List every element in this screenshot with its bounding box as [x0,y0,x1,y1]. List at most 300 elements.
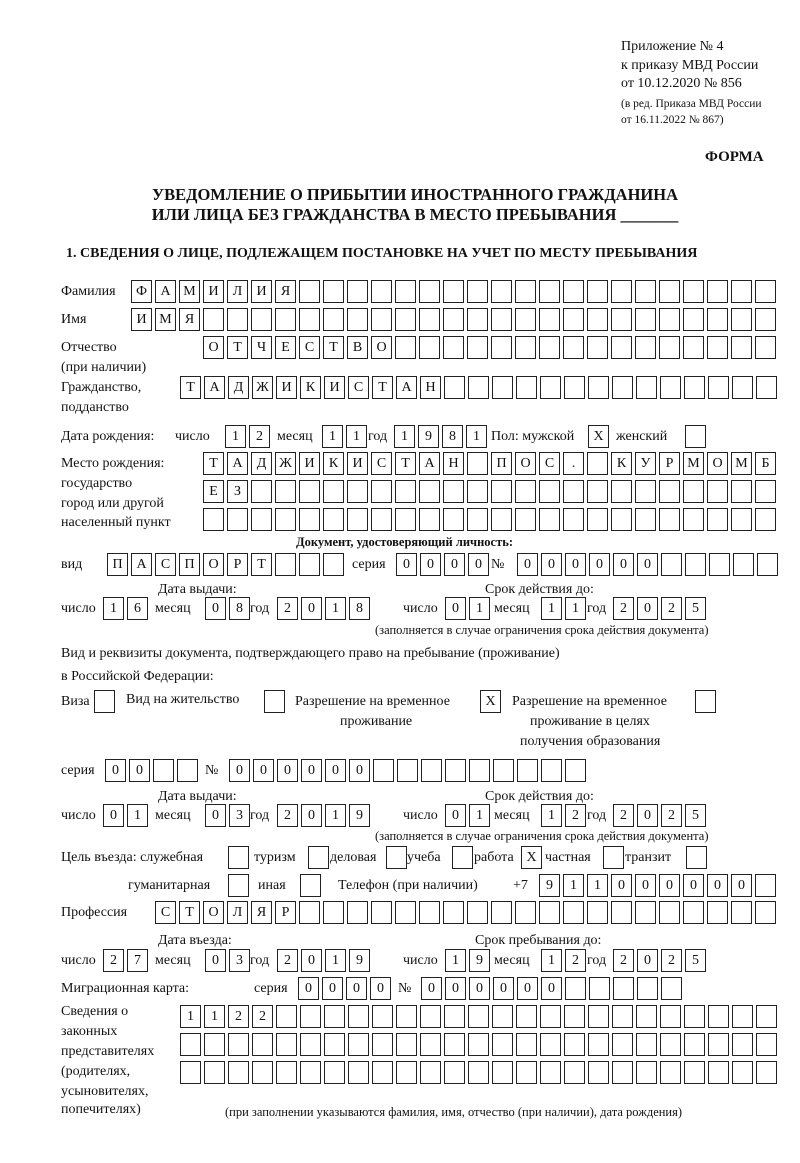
char-cell-representatives-line3[interactable] [396,1061,417,1084]
char-cell-person-birthplace1[interactable]: Д [251,452,272,475]
char-cell-representatives-line3[interactable] [492,1061,513,1084]
char-cell-person-birth-day[interactable]: 2 [249,425,270,448]
char-cell-person-birthplace1[interactable]: И [299,452,320,475]
char-cell-representatives-line1[interactable] [348,1005,369,1028]
char-cell-id-document-series[interactable]: 0 [444,553,465,576]
char-cell-id-document-kind[interactable]: П [179,553,200,576]
char-cell-representatives-line2[interactable] [276,1033,297,1056]
char-cell-person-birthplace1[interactable]: С [539,452,560,475]
char-cell-person-birthplace2[interactable] [491,480,512,503]
char-cell-person-citizenship[interactable] [516,376,537,399]
char-cell-representatives-line1[interactable] [684,1005,705,1028]
char-cell-representatives-line3[interactable] [540,1061,561,1084]
char-cell-person-citizenship[interactable] [444,376,465,399]
char-cell-person-birthplace1[interactable]: К [323,452,344,475]
char-cell-person-birthplace2[interactable] [707,480,728,503]
char-cell-right-document-issue-year[interactable]: 0 [301,804,322,827]
char-cell-person-birthplace3[interactable] [347,508,368,531]
char-cell-right-document-issue-year[interactable]: 2 [277,804,298,827]
char-cell-person-name[interactable] [203,308,224,331]
char-cell-person-surname[interactable] [611,280,632,303]
char-cell-person-name[interactable] [443,308,464,331]
char-cell-representatives-line1[interactable]: 2 [228,1005,249,1028]
char-cell-person-birthplace1[interactable]: О [515,452,536,475]
char-cell-person-citizenship[interactable]: Т [372,376,393,399]
char-cell-id-document-series[interactable]: 0 [468,553,489,576]
char-cell-migration-card-number[interactable]: 0 [541,977,562,1000]
char-cell-right-document-valid-year[interactable]: 5 [685,804,706,827]
char-cell-person-birthplace1[interactable]: Б [755,452,776,475]
char-cell-profession[interactable] [419,901,440,924]
char-cell-person-citizenship[interactable] [732,376,753,399]
char-cell-id-document-issue-year[interactable]: 2 [277,597,298,620]
char-cell-person-surname[interactable] [299,280,320,303]
char-cell-id-document-valid-year[interactable]: 0 [637,597,658,620]
checkbox-purpose-humanitarian[interactable] [228,874,249,897]
char-cell-representatives-line3[interactable] [348,1061,369,1084]
char-cell-person-birth-year[interactable]: 8 [442,425,463,448]
char-cell-profession[interactable] [659,901,680,924]
char-cell-profession[interactable] [371,901,392,924]
char-cell-person-patronymic[interactable]: Е [275,336,296,359]
char-cell-person-name[interactable] [227,308,248,331]
char-cell-migration-card-series[interactable]: 0 [370,977,391,1000]
char-cell-person-name[interactable] [563,308,584,331]
char-cell-person-birthplace2[interactable] [539,480,560,503]
char-cell-phone[interactable] [755,874,776,897]
char-cell-person-birthplace3[interactable] [323,508,344,531]
char-cell-representatives-line2[interactable] [348,1033,369,1056]
char-cell-representatives-line3[interactable] [564,1061,585,1084]
char-cell-person-patronymic[interactable] [563,336,584,359]
char-cell-entry-stay-day[interactable]: 9 [469,949,490,972]
char-cell-representatives-line3[interactable] [300,1061,321,1084]
char-cell-right-document-number[interactable] [373,759,394,782]
char-cell-representatives-line2[interactable] [516,1033,537,1056]
char-cell-person-birthplace3[interactable] [491,508,512,531]
char-cell-person-citizenship[interactable] [540,376,561,399]
char-cell-id-document-issue-month[interactable]: 8 [229,597,250,620]
char-cell-right-document-valid-year[interactable]: 0 [637,804,658,827]
char-cell-right-document-number[interactable]: 0 [349,759,370,782]
char-cell-person-patronymic[interactable] [419,336,440,359]
char-cell-person-birthplace2[interactable] [275,480,296,503]
char-cell-person-citizenship[interactable] [756,376,777,399]
char-cell-person-name[interactable] [467,308,488,331]
checkbox-right-document-temporary-residence[interactable]: X [480,690,501,713]
char-cell-representatives-line3[interactable] [660,1061,681,1084]
char-cell-person-surname[interactable] [707,280,728,303]
char-cell-migration-card-number[interactable]: 0 [445,977,466,1000]
char-cell-id-document-issue-year[interactable]: 1 [325,597,346,620]
char-cell-person-citizenship[interactable]: Н [420,376,441,399]
char-cell-representatives-line3[interactable] [612,1061,633,1084]
char-cell-person-surname[interactable] [323,280,344,303]
char-cell-person-patronymic[interactable]: Ч [251,336,272,359]
char-cell-person-patronymic[interactable] [395,336,416,359]
char-cell-person-patronymic[interactable] [587,336,608,359]
char-cell-person-name[interactable] [539,308,560,331]
char-cell-representatives-line3[interactable] [276,1061,297,1084]
char-cell-representatives-line3[interactable] [636,1061,657,1084]
char-cell-id-document-kind[interactable] [275,553,296,576]
char-cell-migration-card-number[interactable] [637,977,658,1000]
char-cell-migration-card-number[interactable]: 0 [421,977,442,1000]
char-cell-entry-year[interactable]: 2 [277,949,298,972]
char-cell-id-document-valid-day[interactable]: 0 [445,597,466,620]
char-cell-migration-card-number[interactable] [565,977,586,1000]
char-cell-person-patronymic[interactable] [707,336,728,359]
char-cell-entry-day[interactable]: 2 [103,949,124,972]
checkbox-right-document-residence-permit[interactable] [264,690,285,713]
char-cell-id-document-series[interactable]: 0 [420,553,441,576]
char-cell-right-document-number[interactable] [469,759,490,782]
char-cell-person-name[interactable] [635,308,656,331]
char-cell-right-document-series[interactable] [153,759,174,782]
char-cell-id-document-issue-day[interactable]: 6 [127,597,148,620]
char-cell-person-birthplace2[interactable] [323,480,344,503]
char-cell-person-birthplace3[interactable] [275,508,296,531]
char-cell-person-patronymic[interactable] [491,336,512,359]
char-cell-id-document-kind[interactable] [323,553,344,576]
char-cell-representatives-line2[interactable] [540,1033,561,1056]
char-cell-person-patronymic[interactable]: С [299,336,320,359]
char-cell-person-birthplace3[interactable] [371,508,392,531]
char-cell-id-document-issue-month[interactable]: 0 [205,597,226,620]
char-cell-representatives-line1[interactable] [420,1005,441,1028]
char-cell-right-document-number[interactable] [421,759,442,782]
char-cell-person-name[interactable]: Я [179,308,200,331]
char-cell-person-patronymic[interactable] [443,336,464,359]
char-cell-representatives-line2[interactable] [684,1033,705,1056]
char-cell-person-surname[interactable] [587,280,608,303]
char-cell-right-document-number[interactable]: 0 [229,759,250,782]
char-cell-migration-card-number[interactable] [661,977,682,1000]
char-cell-person-name[interactable] [515,308,536,331]
char-cell-person-birthplace3[interactable] [443,508,464,531]
char-cell-person-birthplace1[interactable]: М [731,452,752,475]
checkbox-purpose-official[interactable] [228,846,249,869]
char-cell-person-birthplace3[interactable] [611,508,632,531]
char-cell-migration-card-number[interactable]: 0 [469,977,490,1000]
char-cell-person-birthplace2[interactable]: З [227,480,248,503]
char-cell-person-patronymic[interactable] [755,336,776,359]
char-cell-right-document-number[interactable] [517,759,538,782]
char-cell-phone[interactable]: 0 [683,874,704,897]
char-cell-representatives-line1[interactable]: 1 [204,1005,225,1028]
char-cell-representatives-line2[interactable] [756,1033,777,1056]
char-cell-id-document-number[interactable] [709,553,730,576]
char-cell-representatives-line1[interactable] [276,1005,297,1028]
char-cell-entry-stay-day[interactable]: 1 [445,949,466,972]
char-cell-representatives-line2[interactable] [180,1033,201,1056]
char-cell-person-birth-month[interactable]: 1 [346,425,367,448]
char-cell-person-birthplace3[interactable] [731,508,752,531]
char-cell-right-document-valid-day[interactable]: 1 [469,804,490,827]
char-cell-representatives-line2[interactable] [732,1033,753,1056]
char-cell-person-birth-year[interactable]: 1 [466,425,487,448]
char-cell-representatives-line1[interactable] [444,1005,465,1028]
char-cell-representatives-line3[interactable] [372,1061,393,1084]
char-cell-phone[interactable]: 1 [563,874,584,897]
char-cell-person-birthplace1[interactable]: Ж [275,452,296,475]
char-cell-person-birthplace3[interactable] [635,508,656,531]
char-cell-person-surname[interactable] [491,280,512,303]
char-cell-person-name[interactable] [659,308,680,331]
char-cell-profession[interactable]: Л [227,901,248,924]
char-cell-id-document-valid-year[interactable]: 5 [685,597,706,620]
char-cell-person-birthplace3[interactable] [659,508,680,531]
char-cell-representatives-line2[interactable] [228,1033,249,1056]
char-cell-entry-stay-year[interactable]: 2 [613,949,634,972]
char-cell-person-name[interactable] [755,308,776,331]
char-cell-person-birthplace1[interactable]: А [227,452,248,475]
char-cell-person-patronymic[interactable]: О [371,336,392,359]
char-cell-person-birthplace2[interactable] [419,480,440,503]
char-cell-representatives-line2[interactable] [324,1033,345,1056]
char-cell-phone[interactable]: 0 [731,874,752,897]
char-cell-person-birthplace1[interactable]: П [491,452,512,475]
char-cell-person-patronymic[interactable] [539,336,560,359]
char-cell-person-patronymic[interactable] [731,336,752,359]
char-cell-right-document-issue-day[interactable]: 0 [103,804,124,827]
char-cell-person-surname[interactable] [395,280,416,303]
char-cell-person-birth-year[interactable]: 9 [418,425,439,448]
char-cell-representatives-line3[interactable] [420,1061,441,1084]
char-cell-person-name[interactable] [611,308,632,331]
char-cell-profession[interactable] [539,901,560,924]
char-cell-person-birthplace3[interactable] [755,508,776,531]
char-cell-id-document-valid-year[interactable]: 2 [613,597,634,620]
char-cell-migration-card-number[interactable] [589,977,610,1000]
char-cell-entry-year[interactable]: 0 [301,949,322,972]
char-cell-person-name[interactable] [731,308,752,331]
char-cell-person-surname[interactable] [659,280,680,303]
char-cell-representatives-line3[interactable] [684,1061,705,1084]
char-cell-person-birthplace1[interactable]: О [707,452,728,475]
char-cell-id-document-number[interactable]: 0 [517,553,538,576]
char-cell-person-birth-month[interactable]: 1 [322,425,343,448]
char-cell-person-birthplace2[interactable] [443,480,464,503]
char-cell-person-birthplace1[interactable]: Р [659,452,680,475]
char-cell-profession[interactable] [323,901,344,924]
char-cell-right-document-valid-month[interactable]: 2 [565,804,586,827]
char-cell-id-document-number[interactable]: 0 [589,553,610,576]
char-cell-entry-stay-year[interactable]: 5 [685,949,706,972]
char-cell-person-name[interactable] [347,308,368,331]
char-cell-representatives-line1[interactable]: 2 [252,1005,273,1028]
char-cell-person-surname[interactable] [635,280,656,303]
char-cell-person-citizenship[interactable]: С [348,376,369,399]
char-cell-person-name[interactable] [491,308,512,331]
char-cell-representatives-line1[interactable] [660,1005,681,1028]
char-cell-representatives-line3[interactable] [204,1061,225,1084]
char-cell-person-name[interactable] [251,308,272,331]
char-cell-person-birthplace3[interactable] [419,508,440,531]
char-cell-person-patronymic[interactable]: О [203,336,224,359]
char-cell-person-birthplace1[interactable]: . [563,452,584,475]
char-cell-id-document-number[interactable] [661,553,682,576]
char-cell-profession[interactable] [515,901,536,924]
char-cell-right-document-number[interactable]: 0 [253,759,274,782]
char-cell-right-document-issue-day[interactable]: 1 [127,804,148,827]
char-cell-right-document-series[interactable] [177,759,198,782]
char-cell-right-document-valid-year[interactable]: 2 [661,804,682,827]
char-cell-person-surname[interactable]: А [155,280,176,303]
char-cell-person-birthplace3[interactable] [539,508,560,531]
char-cell-person-birthplace1[interactable] [467,452,488,475]
char-cell-representatives-line2[interactable] [612,1033,633,1056]
char-cell-id-document-kind[interactable]: А [131,553,152,576]
char-cell-right-document-number[interactable] [445,759,466,782]
char-cell-profession[interactable] [683,901,704,924]
char-cell-id-document-valid-day[interactable]: 1 [469,597,490,620]
char-cell-person-citizenship[interactable] [564,376,585,399]
char-cell-person-patronymic[interactable] [659,336,680,359]
char-cell-entry-stay-year[interactable]: 2 [661,949,682,972]
checkbox-purpose-work[interactable]: X [521,846,542,869]
char-cell-profession[interactable] [347,901,368,924]
char-cell-id-document-kind[interactable]: Т [251,553,272,576]
char-cell-representatives-line2[interactable] [444,1033,465,1056]
char-cell-id-document-number[interactable]: 0 [613,553,634,576]
char-cell-right-document-issue-year[interactable]: 9 [349,804,370,827]
char-cell-person-birthplace2[interactable] [395,480,416,503]
char-cell-representatives-line2[interactable] [300,1033,321,1056]
char-cell-profession[interactable] [299,901,320,924]
char-cell-representatives-line1[interactable] [468,1005,489,1028]
char-cell-id-document-issue-year[interactable]: 8 [349,597,370,620]
char-cell-person-name[interactable] [275,308,296,331]
char-cell-id-document-kind[interactable]: О [203,553,224,576]
char-cell-person-citizenship[interactable] [612,376,633,399]
char-cell-representatives-line2[interactable] [252,1033,273,1056]
char-cell-person-birthplace1[interactable]: Т [203,452,224,475]
char-cell-person-birthplace2[interactable] [635,480,656,503]
char-cell-person-name[interactable] [683,308,704,331]
char-cell-person-birthplace1[interactable]: У [635,452,656,475]
char-cell-person-surname[interactable]: Л [227,280,248,303]
char-cell-person-birthplace3[interactable] [515,508,536,531]
char-cell-person-birthplace3[interactable] [227,508,248,531]
char-cell-migration-card-series[interactable]: 0 [346,977,367,1000]
char-cell-person-patronymic[interactable]: Т [323,336,344,359]
char-cell-person-name[interactable]: М [155,308,176,331]
char-cell-person-birthplace2[interactable] [347,480,368,503]
char-cell-right-document-number[interactable] [565,759,586,782]
char-cell-person-name[interactable]: И [131,308,152,331]
char-cell-id-document-number[interactable] [733,553,754,576]
char-cell-representatives-line2[interactable] [372,1033,393,1056]
char-cell-representatives-line1[interactable] [492,1005,513,1028]
checkbox-right-document-temporary-residence-education[interactable] [695,690,716,713]
char-cell-profession[interactable] [755,901,776,924]
char-cell-person-birth-year[interactable]: 1 [394,425,415,448]
char-cell-id-document-valid-month[interactable]: 1 [541,597,562,620]
char-cell-profession[interactable] [467,901,488,924]
char-cell-profession[interactable]: Р [275,901,296,924]
char-cell-right-document-valid-day[interactable]: 0 [445,804,466,827]
char-cell-person-birth-day[interactable]: 1 [225,425,246,448]
char-cell-person-birthplace3[interactable] [467,508,488,531]
char-cell-person-surname[interactable] [467,280,488,303]
char-cell-entry-stay-month[interactable]: 1 [541,949,562,972]
checkbox-person-sex-female[interactable] [685,425,706,448]
char-cell-phone[interactable]: 0 [707,874,728,897]
char-cell-person-name[interactable] [323,308,344,331]
char-cell-phone[interactable]: 0 [659,874,680,897]
char-cell-person-surname[interactable]: Я [275,280,296,303]
char-cell-representatives-line2[interactable] [204,1033,225,1056]
char-cell-profession[interactable]: С [155,901,176,924]
char-cell-person-surname[interactable]: И [203,280,224,303]
char-cell-person-name[interactable] [419,308,440,331]
char-cell-representatives-line1[interactable] [564,1005,585,1028]
char-cell-representatives-line2[interactable] [420,1033,441,1056]
char-cell-person-patronymic[interactable] [611,336,632,359]
char-cell-person-birthplace1[interactable]: Н [443,452,464,475]
char-cell-person-surname[interactable] [731,280,752,303]
char-cell-id-document-number[interactable] [757,553,778,576]
char-cell-person-citizenship[interactable] [708,376,729,399]
char-cell-id-document-number[interactable] [685,553,706,576]
char-cell-representatives-line2[interactable] [564,1033,585,1056]
char-cell-person-name[interactable] [299,308,320,331]
char-cell-person-patronymic[interactable] [683,336,704,359]
char-cell-person-surname[interactable] [443,280,464,303]
char-cell-person-birthplace3[interactable] [707,508,728,531]
char-cell-representatives-line3[interactable] [708,1061,729,1084]
checkbox-purpose-private[interactable] [603,846,624,869]
char-cell-representatives-line2[interactable] [588,1033,609,1056]
char-cell-id-document-kind[interactable] [299,553,320,576]
char-cell-person-name[interactable] [587,308,608,331]
char-cell-person-name[interactable] [371,308,392,331]
char-cell-person-name[interactable] [707,308,728,331]
char-cell-id-document-kind[interactable]: С [155,553,176,576]
char-cell-phone[interactable]: 9 [539,874,560,897]
char-cell-person-birthplace1[interactable]: И [347,452,368,475]
char-cell-right-document-number[interactable]: 0 [325,759,346,782]
char-cell-person-birthplace2[interactable] [659,480,680,503]
char-cell-person-birthplace1[interactable]: С [371,452,392,475]
char-cell-entry-stay-month[interactable]: 2 [565,949,586,972]
char-cell-person-patronymic[interactable] [467,336,488,359]
char-cell-person-surname[interactable] [371,280,392,303]
char-cell-person-citizenship[interactable] [684,376,705,399]
char-cell-migration-card-number[interactable]: 0 [493,977,514,1000]
char-cell-person-birthplace2[interactable] [371,480,392,503]
char-cell-person-birthplace3[interactable] [395,508,416,531]
char-cell-profession[interactable]: О [203,901,224,924]
char-cell-id-document-issue-year[interactable]: 0 [301,597,322,620]
char-cell-person-birthplace2[interactable] [587,480,608,503]
char-cell-right-document-issue-month[interactable]: 0 [205,804,226,827]
char-cell-profession[interactable] [395,901,416,924]
char-cell-person-birthplace2[interactable] [731,480,752,503]
char-cell-id-document-number[interactable]: 0 [565,553,586,576]
char-cell-representatives-line2[interactable] [468,1033,489,1056]
char-cell-phone[interactable]: 0 [611,874,632,897]
char-cell-person-surname[interactable] [419,280,440,303]
char-cell-representatives-line1[interactable] [396,1005,417,1028]
char-cell-person-birthplace2[interactable] [755,480,776,503]
char-cell-migration-card-number[interactable] [613,977,634,1000]
char-cell-person-surname[interactable] [539,280,560,303]
checkbox-purpose-transit[interactable] [686,846,707,869]
char-cell-profession[interactable] [563,901,584,924]
char-cell-entry-stay-year[interactable]: 0 [637,949,658,972]
